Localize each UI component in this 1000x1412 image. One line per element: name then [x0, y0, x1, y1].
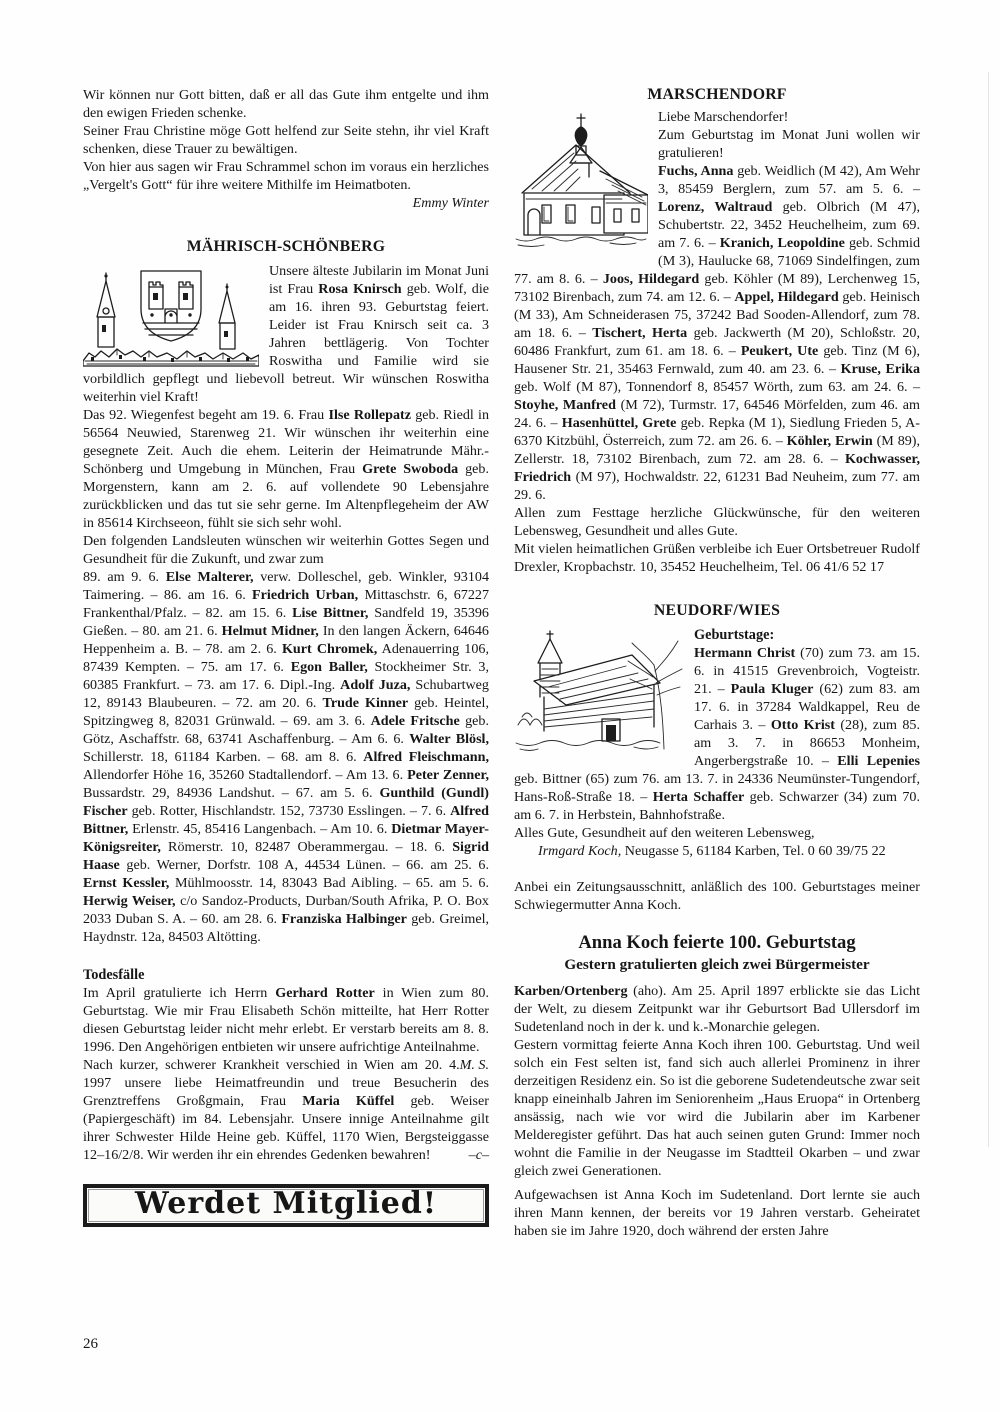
person-name: Herta Schaffer — [652, 789, 745, 805]
text-segment: Unsere älteste Jubilarin im Monat Juni ist Frau — [269, 263, 489, 297]
deaths-heading: Todesfälle — [83, 967, 145, 983]
text-segment: Allendorfer Höhe 16, 35260 Stadtallendorf. – Am 13. 6. — [83, 767, 408, 783]
biography-paragraph: Aufgewachsen ist Anna Koch im Sudetenland. Dort lernte sie auch ihren Mann kennen, der bereits vor 19 Jahren verstarb. Geheiratet haben sie im Jahre 1920, doch während der ersten Jahre — [514, 1187, 920, 1239]
text-segment: geb. Rotter, Hischlandstr. 152, 73730 Esslingen. – 7. 6. — [127, 803, 451, 819]
text-segment: (28), zum 85. am 3. 7. in 86653 Monheim, Angerbergstraße 10. – — [694, 717, 921, 769]
person-name: Peter Zenner, — [407, 767, 489, 783]
text-segment: (62) zum 83. am 17. 6. in 37284 Waldkappel, Reu de Carhais 3. – — [694, 681, 920, 733]
anna-koch-headline: Anna Koch feierte 100. Geburtstag — [578, 932, 856, 953]
text-segment: Schillerstr. 18, 61184 Karben. – 68. am 8. 6. — [83, 749, 364, 765]
text-segment: geb. Jackwerth (M 20), Schloßstr. 20, 60486 Frankfurt, zum 61. am 18. 6. – — [514, 325, 921, 359]
signature-emmy-winter: Emmy Winter — [412, 195, 489, 211]
person-name: Hasenhüttel, Grete — [561, 415, 677, 431]
text-segment: Bussardstr. 29, 84936 Landshut. – 67. am 5. 6. — [83, 785, 380, 801]
neudorf-birthdays-label: Geburtstage: — [694, 627, 775, 643]
text-segment: geb. Götz, Aschaffstr. 68, 63741 Aschaffenburg. – Am 6. 6. — [83, 713, 489, 747]
person-name: Adele Fritsche — [370, 713, 460, 729]
person-name: Kochwasser, Friedrich — [514, 451, 920, 485]
text-segment: (70) zum 73. am 15. 6. in 41515 Grevenbroich, Vogteistr. 21. – — [694, 645, 920, 697]
section-title-marschendorf: MARSCHENDORF — [647, 86, 787, 103]
rollepatz-swoboda-paragraph — [83, 406, 489, 532]
person-name: Grete Swoboda — [362, 461, 459, 477]
person-name: Otto Krist — [770, 717, 835, 733]
person-name: Paula Kluger — [730, 681, 814, 697]
town-skyline-with-crest-drawing — [83, 265, 259, 367]
text-segment: Sandfeld 19, 35396 Gießen. – 80. am 21. 6. — [83, 605, 489, 639]
text-segment: geb. Weidlich (M 42), Am Wehr 3, 85459 Berglern, zum 57. am 5. 6. – — [658, 163, 920, 197]
condolence-paragraph-3 — [83, 158, 489, 194]
person-name: Egon Baller, — [290, 659, 368, 675]
text-segment: geb. Olbrich (M 47), Schubertstr. 22, 3452 Heuchelheim, zum 69. am 7. 6. – — [658, 199, 920, 251]
text-segment: Das 92. Wiegenfest begeht am 19. 6. Frau — [83, 407, 329, 423]
person-name: Stoyhe, Manfred — [514, 397, 616, 413]
text-segment: Wir können nur Gott bitten, daß er all das Gute ihm entgelte und ihm den ewigen Frieden schenke. — [83, 87, 489, 121]
person-name: Gunthild (Gundl) Fischer — [83, 785, 489, 819]
karben-ortenberg-paragraph — [514, 982, 920, 1036]
person-name: Lorenz, Waltraud — [658, 199, 773, 215]
person-name: Adolf Juza, — [340, 677, 411, 693]
text-segment: (aho). Am 25. April 1897 erblickte sie das Licht der Welt, zu diesem Zeitpunkt war ihr Geburtsort Bad Ullersdorf im Sudetenland noch in der k. und k.-Monarchie gelegen. — [514, 983, 920, 1035]
person-name: Walter Blösl, — [409, 731, 489, 747]
obituary-kueffel-paragraph — [83, 1056, 489, 1164]
person-name: Ernst Kessler, — [83, 875, 170, 891]
anna-koch-subheadline: Gestern gratulierten gleich zwei Bürgermeister — [564, 956, 870, 973]
person-name: Ilse Rollepatz — [328, 407, 411, 423]
obituary-rotter-paragraph — [83, 984, 489, 1073]
person-name: Rosa Knirsch — [318, 281, 402, 297]
text-segment: geb. Morgenstern, kann am 2. 6. auf vollendete 90 Lebensjahre zurückblicken und das tut sie sehr gerne. Im Altenpflegeheim der AW in 85614 Kirchseeon, fühlt sie sich sehr wohl. — [83, 461, 489, 531]
person-name: Friedrich Urban, — [252, 587, 359, 603]
text-segment: geb. Heintel, Spitzingweg 8, 82031 Grünwald. – 69. am 3. 6. — [83, 695, 489, 729]
person-name: Fuchs, Anna — [658, 163, 734, 179]
text-segment: geb. Schmid (M 3), Haulucke 68, 71069 Sindelfingen, zum 77. am 8. 6. – — [514, 235, 920, 287]
person-name: Franziska Halbinger — [281, 911, 407, 927]
text-segment: in Wien zum 80. Geburtstag. Wie mir Frau Elisabeth Schön mitteilte, hat Herr Rotter diesen Geburtstag leider nicht mehr erlebt. Er verstarb bereits am 8. 8. 1996. Den Angehörigen entbieten wir unsere aufrichtige Anteilnahme. — [83, 985, 489, 1055]
person-name: Gerhard Rotter — [275, 985, 375, 1001]
person-name: Lise Bittner, — [292, 605, 369, 621]
text-segment: geb. Greimel, Haydnstr. 12a, 84503 Altötting. — [83, 911, 490, 945]
text-segment: In den langen Äckern, 64646 Heppenheim a. B. – 78. am 2. 6. — [83, 623, 489, 657]
text-segment: Adenauerring 106, 87439 Kempten. – 75. am 17. 6. — [83, 641, 489, 675]
text-segment: geb. Wolf (M 87), Tonnendorf 8, 85457 Wörth, zum 63. am 24. 6. – — [514, 379, 920, 395]
text-segment: Irmgard Koch, — [538, 843, 622, 859]
person-name: Hermann Christ — [694, 645, 796, 661]
text-segment: Mühlmoosstr. 14, 83043 Bad Aibling. – 65. am 5. 6. — [169, 875, 489, 891]
person-name: Dietmar Mayer-Königsreiter, — [83, 821, 489, 855]
marschendorf-wishes: Allen zum Festtage herzliche Glückwünsche, für den weiteren Lebensweg, Gesundheit und alles Gute. — [514, 505, 920, 539]
text-segment: Von hier aus sagen wir Frau Schrammel schon im voraus ein herzliches „Vergelt's Gott“ für ihre weitere Mithilfe im Heimatboten. — [83, 159, 489, 193]
person-name: Alfred Fleischmann, — [363, 749, 489, 765]
section-title-maehrisch-schoenberg: MÄHRISCH-SCHÖNBERG — [186, 238, 386, 255]
person-name: Herwig Weiser, — [83, 893, 176, 909]
village-church-drawing — [514, 111, 648, 255]
condolence-paragraph-1 — [83, 86, 489, 122]
text-segment: M. S. — [459, 1057, 489, 1073]
right-column — [514, 86, 920, 1240]
person-name: Kranich, Leopoldine — [719, 235, 845, 251]
neudorf-contact — [514, 842, 920, 860]
neudorf-closing: Alles Gute, Gesundheit auf den weiteren Lebensweg, — [514, 825, 815, 841]
text-segment: geb. Riedl in 56564 Neuwied, Starenweg 21. Wir wünschen ihr weiterhin eine gesegnete Zeit. Auch die ehem. Leiterin der Heimatrunde Mähr.-Schönberg und Umgebung in München, Frau — [83, 407, 489, 477]
text-segment: verw. Dolleschel, geb. Winkler, 93104 Taimering. – 86. am 16. 6. — [83, 569, 489, 603]
marschendorf-intro: Zum Geburtstag im Monat Juni wollen wir gratulieren! — [658, 127, 920, 161]
condolence-paragraph-2 — [83, 122, 489, 158]
text-segment: Stockheimer Str. 3, 60385 Frankfurt. – 73. am 17. 6. Dipl.-Ing. — [83, 659, 489, 693]
text-segment: (M 89), Zellerstr. 18, 73102 Birenbach, zum 72. am 28. 6. – — [514, 433, 921, 467]
text-segment: Seiner Frau Christine möge Gott helfend zur Seite stehn, ihr viel Kraft schenken, diese Trauer zu bewältigen. — [83, 123, 489, 157]
person-name: Karben/Ortenberg — [514, 983, 628, 999]
text-segment: Den folgenden Landsleuten wünschen wir weiterhin Gottes Segen und Gesundheit für die Zukunft, und zwar zum — [83, 533, 489, 567]
text-segment: geb. Repka (M 1), Siedlung Frieden 5, A-6370 Kitzbühl, Österreich, zum 72. am 26. 6. – — [514, 415, 920, 449]
text-segment: Nach kurzer, schwerer Krankheit verschied in Wien am 20. 4. 1997 unsere liebe Heimatfreundin und treue Besucherin des Grenztreffens Großgmain, Frau — [83, 1057, 489, 1109]
neudorf-church-illustration — [514, 629, 684, 755]
person-name: Köhler, Erwin — [786, 433, 873, 449]
text-segment: Erlenstr. 45, 85416 Langenbach. – Am 10. 6. — [128, 821, 392, 837]
left-column — [83, 86, 489, 1227]
text-segment: geb. Weiser (Papiergeschäft) im 84. Lebensjahr. Unsere innige Anteilnahme gilt ihrer Schwester Hilde Heine geb. Küffel, 1170 Wien, Bergsteiggasse 12–16/2/8. Wir werden ihr ein ehrendes Gedenken bewahren! — [83, 1093, 489, 1163]
spacer — [514, 860, 920, 878]
text-segment: geb. Wolf, die am 16. ihren 93. Geburtstag feiert. Leider ist Frau Knirsch seit ca. 3 Jahren bettlägerig. Von Tochter Roswitha und Familie wird sie vorbildlich gepflegt und liebevoll betreut. Wir wünschen Roswitha weiterhin viel Kraft! — [83, 281, 489, 405]
town-crest-illustration — [83, 265, 259, 367]
text-segment: (M 97), Hochwaldstr. 22, 61231 Bad Neuheim, zum 77. am 29. 6. — [514, 469, 920, 503]
text-segment: Im April gratulierte ich Herrn — [83, 985, 276, 1001]
person-name: Helmut Midner, — [221, 623, 319, 639]
blessing-lead-paragraph — [83, 532, 489, 568]
person-name: Kurt Chromek, — [281, 641, 378, 657]
text-segment: geb. Köhler (M 89), Lerchenweg 15, 73102 Birenbach, zum 74. am 12. 6. – — [514, 271, 921, 305]
wooden-church-sketch — [514, 629, 684, 755]
text-segment: geb. Heinisch (M 33), Am Schneiderasen 75, 37242 Bad Sooden-Allendorf, zum 78. am 18. 6. – — [514, 289, 920, 341]
text-segment: Römerstr. 10, 82487 Oberammergau. – 18. 6. — [160, 839, 453, 855]
celebration-paragraph: Gestern vormittag feierte Anna Koch ihren 100. Geburtstag. Und weil solch ein Fest selten ist, fand sich auch allerlei Prominenz in ihrer derzeitigen Residenz ein. So ist die geborene Sudetendeutsche zwar seit knapp eineinhalb Jahren im Seniorenheim „Haus Eruopa“ in Ortenberg ansässig, nach wie vor wird die Jubilarin aber im Karbener Melderegister geführt. Das hat auch seinen guten Grund: Immer noch wohnt die Familie in der Neugasse im Stadtteil Okarben – und zwar gleich zwei Generationen. — [514, 1037, 920, 1179]
text-segment: geb. Werner, Dorfstr. 108 A, 44534 Lünen. – 66. am 25. 6. — [119, 857, 489, 873]
person-name: Appel, Hildegard — [734, 289, 839, 305]
text-segment: Neugasse 5, 61184 Karben, Tel. 0 60 39/75 22 — [621, 843, 886, 859]
person-name: Peukert, Ute — [740, 343, 819, 359]
text-segment: (M 72), Turmstr. 17, 64546 Mörfelden, zum 46. am 24. 6. – — [514, 397, 920, 431]
become-member-banner — [83, 1184, 489, 1227]
section-title-neudorf-wies: NEUDORF/WIES — [653, 602, 781, 619]
page-number: 26 — [83, 1336, 98, 1352]
birthday-list-maehrisch — [83, 568, 489, 946]
clipping-note: Anbei ein Zeitungsausschnitt, anläßlich des 100. Geburtstages meiner Schwiegermutter Anna Koch. — [514, 879, 920, 913]
person-name: Sigrid Haase — [83, 839, 489, 873]
text-segment: 89. am 9. 6. — [83, 569, 166, 585]
person-name: Maria Küffel — [302, 1093, 395, 1109]
person-name: Else Malterer, — [165, 569, 254, 585]
scan-artifact-line — [988, 72, 989, 1147]
person-name: Elli Lepenies — [837, 753, 920, 769]
become-member-label: Werdet Mitglied! — [135, 1186, 437, 1221]
text-segment: Mittaschstr. 6, 67227 Frankenthal/Pfalz. – 82. am 15. 6. — [83, 587, 489, 621]
text-segment: Schubartweg 12, 89143 Blaubeuren. – 72. am 20. 6. — [83, 677, 489, 711]
text-segment: geb. Schwarzer (34) zum 70. am 6. 7. in Herbstein, Bahnhofstraße. — [514, 789, 920, 823]
marschendorf-greeting: Liebe Marschendorfer! — [658, 109, 789, 125]
person-name: Kruse, Erika — [840, 361, 920, 377]
text-segment: –c– — [468, 1147, 489, 1163]
text-segment: geb. Tinz (M 6), Hausener Str. 21, 35463 Fernwald, zum 40. am 23. 6. – — [514, 343, 920, 377]
person-name: Alfred Bittner, — [83, 803, 489, 837]
text-segment: c/o Sandoz-Products, Durban/South Afrika, P. O. Box 2033 Duban S. A. – 60. am 28. 6. — [83, 893, 489, 927]
person-name: Trude Kinner — [322, 695, 409, 711]
marschendorf-church-illustration — [514, 111, 648, 255]
marschendorf-regards: Mit vielen heimatlichen Grüßen verbleibe ich Euer Ortsbetreuer Rudolf Drexler, Kropbachstr. 10, 35452 Heuchelheim, Tel. 06 41/6 52 17 — [514, 541, 920, 575]
person-name: Tischert, Herta — [592, 325, 688, 341]
person-name: Joos, Hildegard — [602, 271, 700, 287]
text-segment: geb. Bittner (65) zum 76. am 13. 7. in 24336 Neumünster-Tungendorf, Hans-Roß-Straße 18. – — [514, 771, 920, 805]
